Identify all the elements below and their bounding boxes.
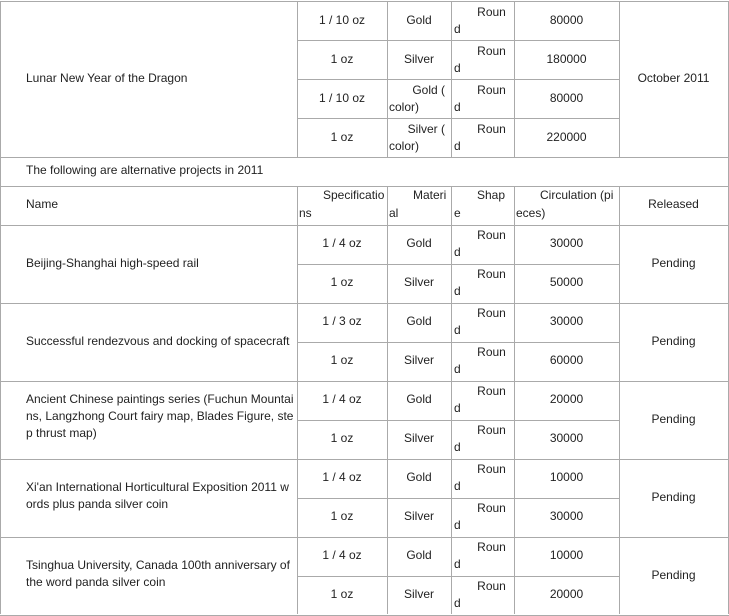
material-cell: Gold — [406, 236, 432, 250]
material-cell: Gold — [406, 314, 432, 328]
grid-line — [297, 118, 620, 119]
circulation-cell: 30000 — [549, 314, 584, 328]
header-spec: Specificatio — [323, 188, 385, 202]
material-cell: Silver — [403, 353, 434, 367]
circulation-cell: 30000 — [549, 509, 584, 523]
shape-cell-wrap: d — [454, 100, 461, 114]
shape-cell-wrap: d — [454, 22, 461, 36]
spec-cell: 1 oz — [330, 509, 354, 523]
shape-cell: Roun — [477, 423, 506, 437]
spec-cell: 1 oz — [330, 275, 354, 289]
shape-cell-wrap: d — [454, 362, 461, 376]
section-note: The following are alternative projects in 2011 — [26, 163, 264, 177]
shape-cell-wrap: d — [454, 245, 461, 259]
released-date: October 2011 — [637, 71, 710, 85]
spec-cell: 1 / 4 oz — [322, 236, 362, 250]
shape-cell: Roun — [477, 5, 506, 19]
shape-cell-wrap: d — [454, 61, 461, 75]
spec-cell: 1 oz — [330, 353, 354, 367]
shape-cell-wrap: d — [454, 557, 461, 571]
grid-line — [0, 157, 729, 158]
spec-cell: 1 oz — [330, 431, 354, 445]
circulation-cell: 220000 — [546, 130, 587, 144]
spec-cell: 1 / 4 oz — [322, 392, 362, 406]
shape-cell-wrap: d — [454, 596, 461, 610]
grid-line — [297, 342, 620, 343]
header-shape-wrap: e — [454, 206, 461, 220]
shape-cell-wrap: d — [454, 284, 461, 298]
project-name: Ancient Chinese paintings series (Fuchun Mountains, Langzhong Court fairy map, Blades Figure, step thrust map) — [26, 392, 294, 440]
header-circulation-wrap: eces) — [516, 206, 546, 220]
circulation-cell: 30000 — [549, 431, 584, 445]
circulation-cell: 60000 — [549, 353, 584, 367]
shape-cell: Roun — [477, 345, 506, 359]
circulation-cell: 180000 — [546, 52, 587, 66]
grid-line — [619, 186, 620, 614]
spec-cell: 1 / 10 oz — [318, 13, 366, 27]
spec-cell: 1 / 10 oz — [318, 91, 366, 105]
circulation-cell: 30000 — [549, 236, 584, 250]
header-circulation: Circulation (pi — [540, 188, 614, 202]
header-released: Released — [648, 197, 699, 211]
header-material-wrap: al — [389, 206, 399, 220]
grid-line — [297, 498, 620, 499]
material-cell: Silver — [403, 587, 434, 601]
shape-cell: Roun — [477, 122, 506, 136]
shape-cell: Roun — [477, 267, 506, 281]
released-status: Pending — [651, 490, 696, 504]
project-name: Tsinghua University, Canada 100th anniversary of the word panda silver coin — [26, 558, 290, 589]
header-name: Name — [26, 197, 59, 211]
project-name: Beijing-Shanghai high-speed rail — [26, 256, 199, 270]
grid-line — [297, 40, 620, 41]
material-cell: Gold ( — [412, 83, 445, 97]
project-name: Lunar New Year of the Dragon — [26, 71, 188, 85]
released-status: Pending — [651, 412, 696, 426]
circulation-cell: 10000 — [549, 470, 584, 484]
material-cell: Silver — [403, 431, 434, 445]
material-cell: Gold — [406, 13, 432, 27]
project-name: Xi'an International Horticultural Exposition 2011 words plus panda silver coin — [26, 480, 289, 511]
grid-line — [297, 420, 620, 421]
shape-cell-wrap: d — [454, 518, 461, 532]
released-status: Pending — [651, 568, 696, 582]
shape-cell: Roun — [477, 462, 506, 476]
header-spec-wrap: ns — [299, 206, 312, 220]
shape-cell-wrap: d — [454, 323, 461, 337]
shape-cell: Roun — [477, 540, 506, 554]
material-cell: Silver — [403, 275, 434, 289]
shape-cell: Roun — [477, 83, 506, 97]
grid-line — [297, 79, 620, 80]
spec-cell: 1 oz — [330, 52, 354, 66]
circulation-cell: 50000 — [549, 275, 584, 289]
shape-cell-wrap: d — [454, 401, 461, 415]
spec-cell: 1 oz — [330, 130, 354, 144]
material-cell: Silver ( — [407, 122, 445, 136]
material-cell: Silver — [403, 52, 434, 66]
header-material: Materi — [413, 188, 447, 202]
material-cell-wrap: color) — [389, 100, 420, 114]
material-cell: Gold — [406, 392, 432, 406]
spec-cell: 1 / 4 oz — [322, 470, 362, 484]
circulation-cell: 80000 — [549, 13, 584, 27]
circulation-cell: 20000 — [549, 587, 584, 601]
shape-cell: Roun — [477, 501, 506, 515]
released-status: Pending — [651, 256, 696, 270]
spec-cell: 1 oz — [330, 587, 354, 601]
circulation-cell: 10000 — [549, 548, 584, 562]
shape-cell: Roun — [477, 306, 506, 320]
shape-cell-wrap: d — [454, 440, 461, 454]
grid-line — [0, 1, 1, 614]
shape-cell: Roun — [477, 228, 506, 242]
spec-cell: 1 / 3 oz — [322, 314, 362, 328]
shape-cell: Roun — [477, 44, 506, 58]
spec-cell: 1 / 4 oz — [322, 548, 362, 562]
header-shape: Shap — [477, 188, 506, 202]
released-status: Pending — [651, 334, 696, 348]
circulation-cell: 80000 — [549, 91, 584, 105]
shape-cell-wrap: d — [454, 139, 461, 153]
grid-line — [297, 576, 620, 577]
material-cell: Gold — [406, 470, 432, 484]
shape-cell: Roun — [477, 384, 506, 398]
circulation-cell: 20000 — [549, 392, 584, 406]
grid-line — [297, 264, 620, 265]
shape-cell: Roun — [477, 579, 506, 593]
material-cell-wrap: color) — [389, 139, 420, 153]
project-name: Successful rendezvous and docking of spacecraft — [26, 334, 290, 348]
material-cell: Silver — [403, 509, 434, 523]
material-cell: Gold — [406, 548, 432, 562]
shape-cell-wrap: d — [454, 479, 461, 493]
